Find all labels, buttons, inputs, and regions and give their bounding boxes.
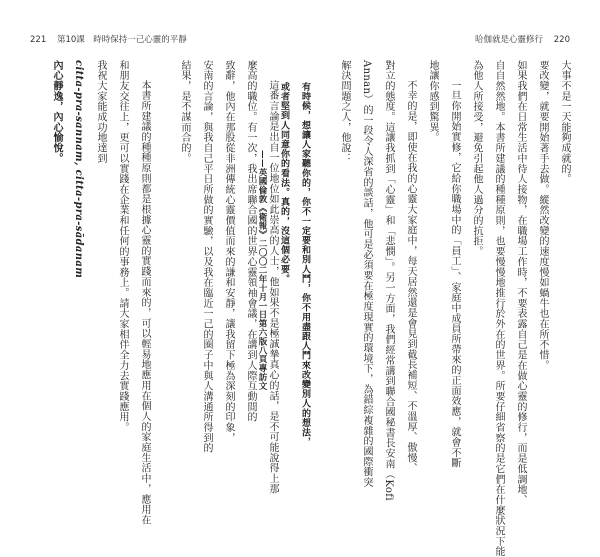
closing-line: 內心靜逸，內心愉悅。 bbox=[51, 60, 62, 164]
block-quote-line: 有時候，想讓人家聽你的，你不一定要和別人鬥，你不用盡跟人鬥來改變別人的想法， bbox=[300, 82, 310, 447]
text-line: 致辭，他內在那股從非洲傳統心靈價值而來的謙和安靜，讓我留下極為深刻的印象， bbox=[223, 60, 234, 443]
page-number-left: 221 bbox=[30, 35, 47, 45]
text-line: 對立的態度。這讓我抓到「心靈」和「悲憫」。另一方面，我們經常講到聯合國秘書長安南（Kofi bbox=[383, 60, 394, 501]
text-line: 這番言論是出自一位地位如此崇高的人士，他如果不是極誠摯真心的話，是不可能說得上那 bbox=[267, 80, 278, 494]
text-line: 如果我們在日常生活中待人接物，在職場工作時，不要表露自己是在做心靈的修行，而是低調地、 bbox=[515, 60, 526, 506]
text-line: 結果，是不謀而合的。 bbox=[179, 60, 190, 164]
text-line: 不幸的是，即使在我的心靈大家庭中，每天居然還是會見到截長補短、不溫厚、傲慢、 bbox=[405, 80, 416, 474]
text-line: Annan）的一段令人深省的談話，他可是必須要在極度現實的環境下，為錯綜複雜的國際衝突 bbox=[361, 60, 372, 488]
quote-source: ——英國倫敦《衛報》二〇〇二年十月一日第六版八頁專訪文 bbox=[257, 150, 267, 391]
text-line: 地讓你感到驚異。 bbox=[427, 60, 438, 143]
text-line: 本書所建議的種種原則都是根據心靈的實踐而來的，可以輕易地應用在個人的家庭生活中，應用在 bbox=[139, 80, 150, 526]
running-title-left: 第10課 時時保持一己心靈的平靜 bbox=[56, 35, 187, 45]
sanskrit-phrase: citta-pra-sannam, citta-pra-sādanam bbox=[73, 60, 84, 279]
text-line: 安南的言論，與我自己平日所做的實驗，以及我在臨近一己的圈子中與人溝通所得到的 bbox=[201, 60, 212, 454]
text-line: 自自然然地。本書所建議的種種原則，也要慢慢地推行於外在的世界。所要仔細省察的是它們在什麼狀況下能 bbox=[493, 60, 504, 557]
text-line: 我祝大家能成功地達到 bbox=[95, 60, 106, 164]
page-number-right: 220 bbox=[553, 35, 570, 45]
text-line: 和朋友交往上，更可以實踐在企業和任何的事務上。請大家相伴全力去實踐應用。 bbox=[117, 60, 128, 433]
running-header-left bbox=[30, 33, 187, 45]
running-title-right: 哈伽就是心靈修行 bbox=[475, 35, 544, 45]
running-header-right bbox=[475, 33, 570, 45]
text-line: 為他人所接受，避免引起他人過分的抗拒。 bbox=[471, 60, 482, 257]
text-line: 麼高的職位。有一次，我出席聯合國的世界心靈領袖會議，在講到人際互動間的 bbox=[245, 60, 256, 423]
text-line: 要改變，就要開始著手去做。縱然改變的速度慢如蝸牛也在所不惜。 bbox=[537, 60, 548, 371]
left-page-body bbox=[50, 60, 278, 525]
block-quote-line: 或者堅到人同意你的看法。真的，沒這個必要。 bbox=[279, 82, 289, 284]
right-page-body bbox=[256, 60, 570, 557]
text-line: 解決問題之人，他說： bbox=[339, 60, 350, 164]
text-line: 一旦你開始實修，它給你職場中的「員工」、家庭中成員所帶來的正面效應，就會不斷 bbox=[449, 80, 460, 469]
text-line: 大事不是一天能夠成就的。 bbox=[559, 60, 570, 185]
